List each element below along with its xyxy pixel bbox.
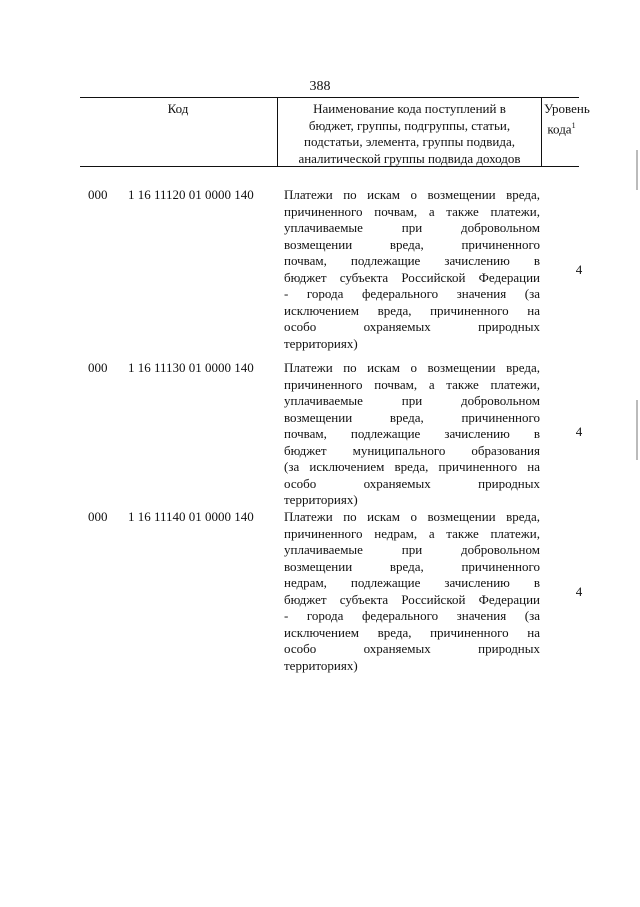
description-line: территориях)	[284, 335, 358, 351]
description-line: особо охраняемых природных	[284, 319, 540, 334]
description-line: бюджет субъекта Российской Федерации	[284, 591, 540, 607]
table-row	[80, 509, 600, 674]
description-line: - города федерального значения (за	[284, 286, 540, 301]
scan-edge-mark	[636, 150, 638, 190]
scan-edge-mark	[636, 400, 638, 460]
row-prefix: 000	[88, 360, 108, 375]
description-line: причиненного почвам, а также платежи,	[284, 203, 540, 219]
row-code: 1 16 11140 01 0000 140	[128, 509, 254, 524]
header-name-line: подстатьи, элемента, группы подвида,	[304, 134, 515, 149]
row-prefix: 000	[88, 187, 108, 202]
description-line: возмещении вреда, причиненного	[284, 409, 540, 425]
header-name-line: аналитической группы подвида доходов	[298, 150, 521, 166]
row-prefix: 000	[88, 509, 108, 524]
description-line: Платежи по искам о возмещении вреда,	[284, 509, 540, 524]
row-description	[284, 187, 540, 352]
description-line: возмещении вреда, причиненного	[284, 236, 540, 252]
row-level: 4	[575, 262, 583, 277]
header-code: Код	[167, 101, 189, 116]
header-level	[541, 98, 590, 166]
description-line: возмещении вреда, причиненного	[284, 558, 540, 574]
description-line: Платежи по искам о возмещении вреда,	[284, 360, 540, 375]
description-line: особо охраняемых природных	[284, 641, 540, 656]
description-line: территориях)	[284, 657, 358, 673]
header-name-line: бюджет, группы, подгруппы, статьи,	[308, 117, 511, 133]
description-line: исключением вреда, причиненного на	[284, 624, 540, 640]
description-line: бюджет муниципального образования	[284, 442, 540, 458]
row-description	[284, 509, 540, 674]
description-line: (за исключением вреда, причиненного на	[284, 459, 540, 474]
description-line: исключением вреда, причиненного на	[284, 302, 540, 318]
description-line: причиненного почвам, а также платежи,	[284, 376, 540, 392]
table-row	[80, 360, 600, 510]
description-line: бюджет субъекта Российской Федерации	[284, 269, 540, 285]
description-line: уплачиваемые при добровольном	[284, 542, 540, 557]
header-name-line: Наименование кода поступлений в	[313, 101, 506, 116]
description-line: - города федерального значения (за	[284, 608, 540, 623]
row-code: 1 16 11130 01 0000 140	[128, 360, 254, 375]
header-name	[277, 98, 541, 166]
description-line: причиненного недрам, а также платежи,	[284, 525, 540, 541]
table-header	[80, 97, 590, 167]
row-code: 1 16 11120 01 0000 140	[128, 187, 254, 202]
header-level-line	[544, 118, 579, 138]
row-level: 4	[575, 424, 583, 439]
header-level-footnote: 1	[571, 120, 576, 130]
header-level-line: Уровень	[544, 101, 590, 116]
description-line: уплачиваемые при добровольном	[284, 393, 540, 408]
row-description	[284, 360, 540, 509]
description-line: территориях)	[284, 492, 358, 507]
description-line: Платежи по искам о возмещении вреда,	[284, 187, 540, 202]
page-number: 388	[309, 79, 331, 94]
description-line: уплачиваемые при добровольном	[284, 220, 540, 235]
description-line: недрам, подлежащие зачислению в	[284, 575, 540, 590]
description-line: почвам, подлежащие зачислению в	[284, 253, 540, 268]
row-level: 4	[575, 584, 583, 599]
header-level-word: кода	[547, 120, 572, 136]
description-line: особо охраняемых природных	[284, 475, 540, 491]
table-row	[80, 187, 600, 352]
description-line: почвам, подлежащие зачислению в	[284, 426, 540, 441]
